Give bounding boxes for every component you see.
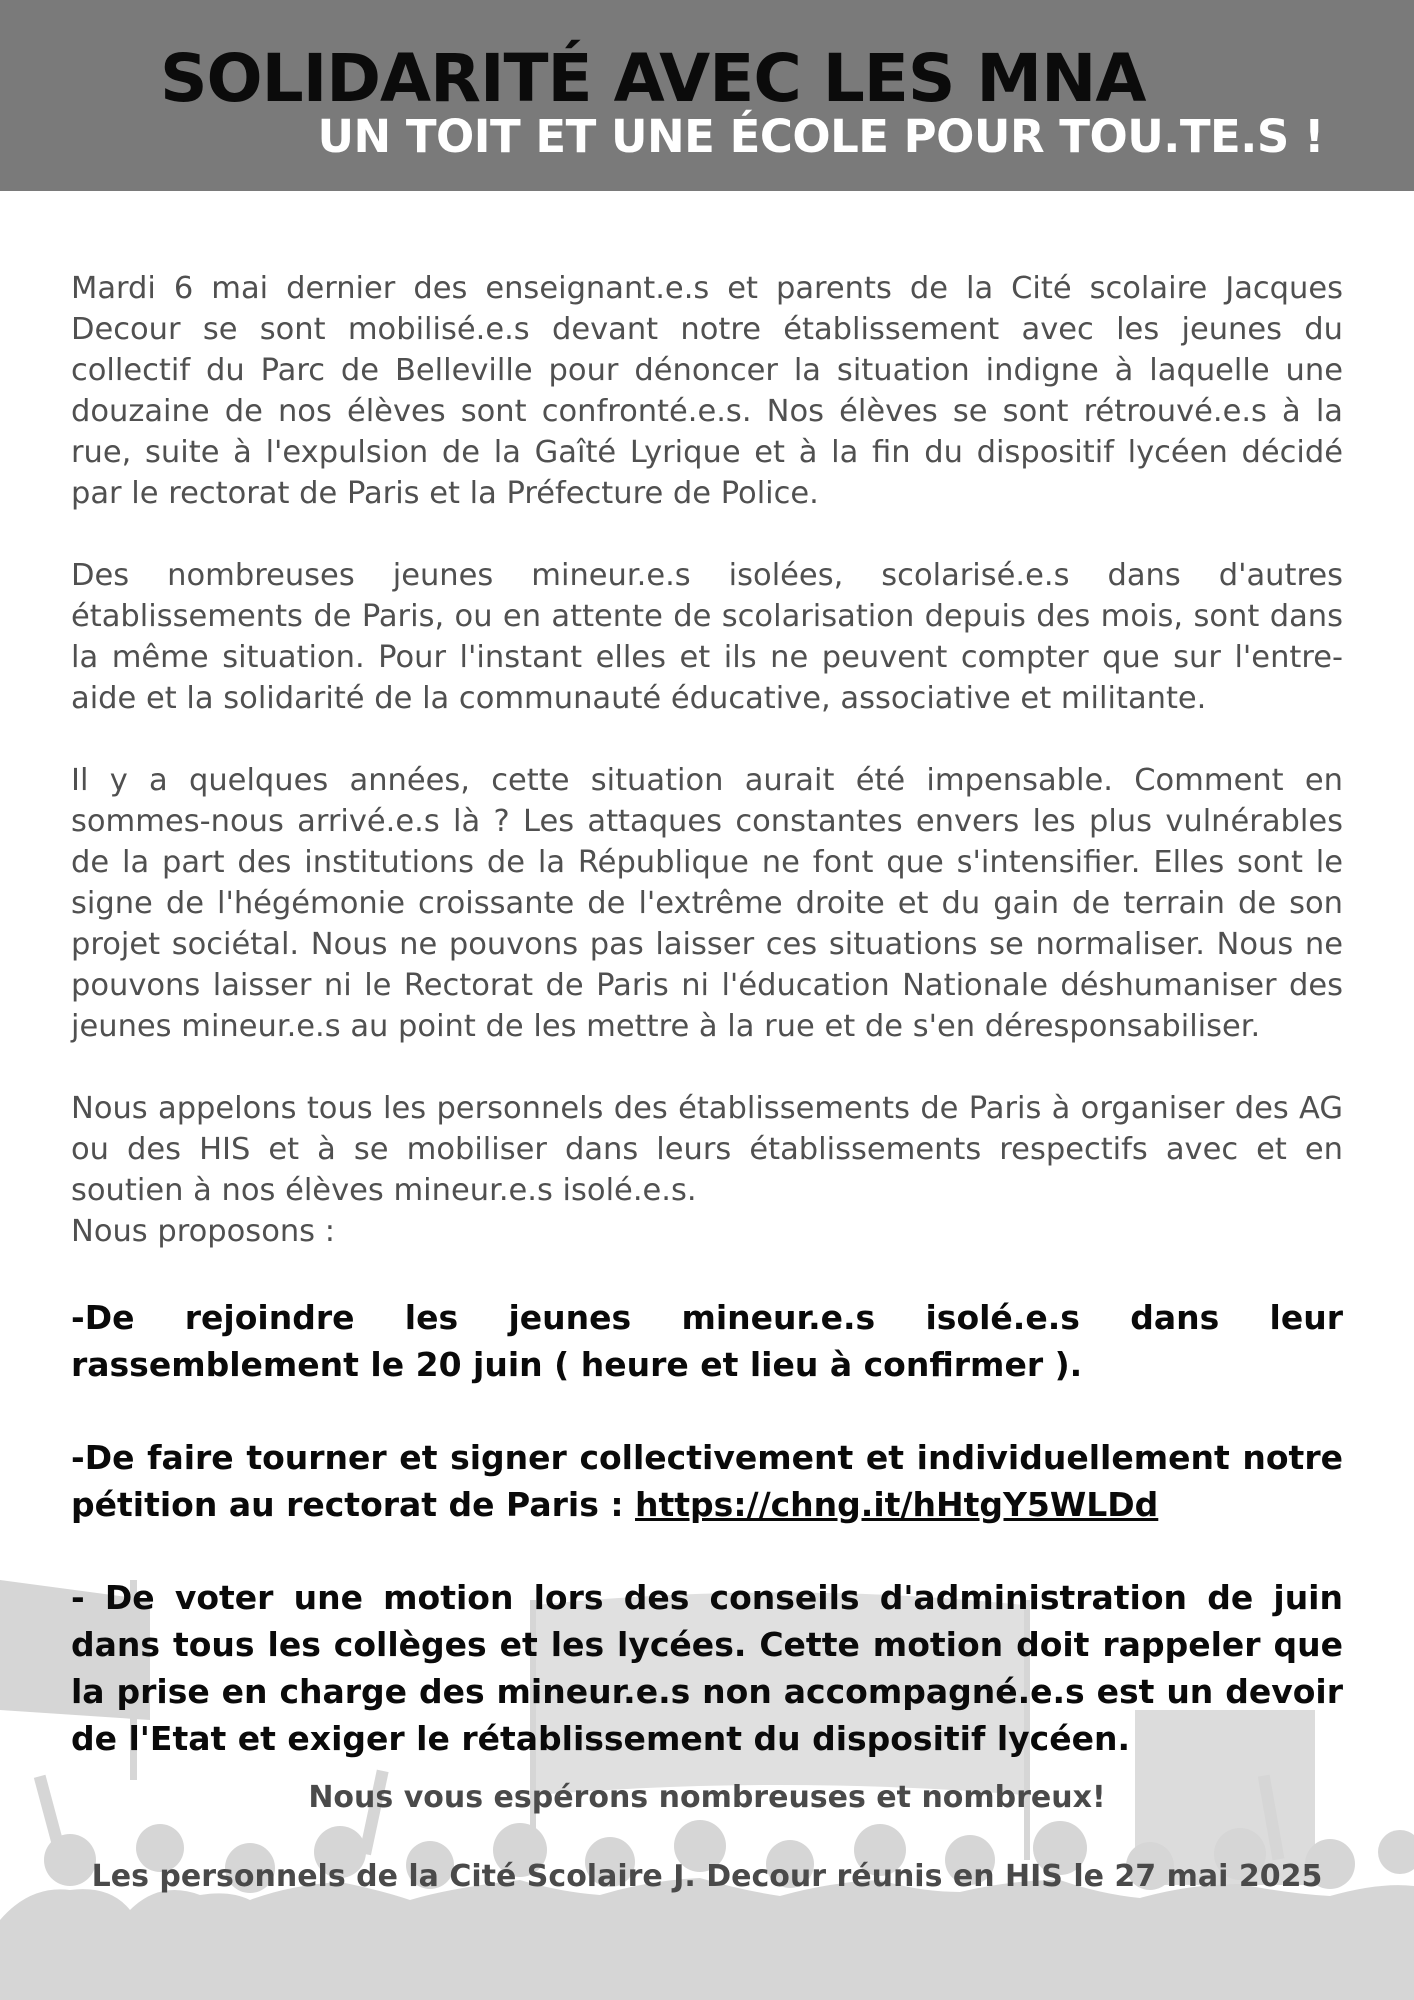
- situation-paragraph: Des nombreuses jeunes mineur.e.s isolées, scolarisé.e.s dans d'autres établissements de Paris, ou en attente de scolarisation depuis des mois, sont dans la même situation. Pour l'instant elles et ils ne peuvent compter que sur l'entre-aide et la solidarité de la communauté éducative, associative et militante.: [71, 558, 1343, 716]
- petition-link[interactable]: https://chng.it/hHtgY5WLDd: [635, 1485, 1159, 1524]
- header-banner: [0, 0, 1414, 191]
- intro-paragraph: Mardi 6 mai dernier des enseignant.e.s et parents de la Cité scolaire Jacques Decour se sont mobilisé.e.s devant notre établissement avec les jeunes du collectif du Parc de Belleville pour dénoncer la situation indigne à laquelle une douzaine de nos élèves sont confronté.e.s. Nos élèves se sont rétrouvé.e.s à la rue, suite à l'expulsion de la Gaîté Lyrique et à la fin du dispositif lycéen décidé par le rectorat de Paris et la Préfecture de Police.: [71, 271, 1343, 511]
- context-paragraph: Il y a quelques années, cette situation aurait été impensable. Comment en sommes-nous arrivé.e.s là ? Les attaques constantes envers les plus vulnérables de la part des institutions de la République ne font que s'intensifier. Elles sont le signe de l'hégémonie croissante de l'extrême droite et du gain de terrain de son projet sociétal. Nous ne pouvons pas laisser ces situations se normaliser. Nous ne pouvons laisser ni le Rectorat de Paris ni l'éducation Nationale déshumaniser des jeunes mineur.e.s au point de les mettre à la rue et de s'en déresponsabiliser.: [71, 763, 1343, 1044]
- signature-line: Les personnels de la Cité Scolaire J. Decour réunis en HIS le 27 mai 2025: [91, 1859, 1323, 1894]
- proposals-heading: Nous proposons :: [71, 1214, 336, 1249]
- closing-line: Nous vous espérons nombreuses et nombreux!: [308, 1780, 1106, 1815]
- action-petition: [71, 1434, 1343, 1528]
- document-body: [71, 268, 1343, 1894]
- action-gathering: -De rejoindre les jeunes mineur.e.s isolé.e.s dans leur rassemblement le 20 juin ( heure et lieu à confirmer ).: [71, 1298, 1343, 1384]
- petition-text: -De faire tourner et signer collectivement et individuellement notre pétition au rectorat de Paris :: [71, 1438, 1343, 1524]
- call-paragraph: Nous appelons tous les personnels des établissements de Paris à organiser des AG ou des HIS et à se mobiliser dans leurs établissements respectifs avec et en soutien à nos élèves mineur.e.s isolé.e.s.: [71, 1091, 1343, 1208]
- action-motion: - De voter une motion lors des conseils d'administration de juin dans tous les collèges et les lycées. Cette motion doit rappeler que la prise en charge des mineur.e.s non accompagné.e.s est un devoir de l'Etat et exiger le rétablissement du dispositif lycéen.: [71, 1578, 1343, 1758]
- page-title: SOLIDARITÉ AVEC LES MNA: [160, 40, 1146, 117]
- page-subtitle: UN TOIT ET UNE ÉCOLE POUR TOU.TE.S !: [317, 110, 1324, 163]
